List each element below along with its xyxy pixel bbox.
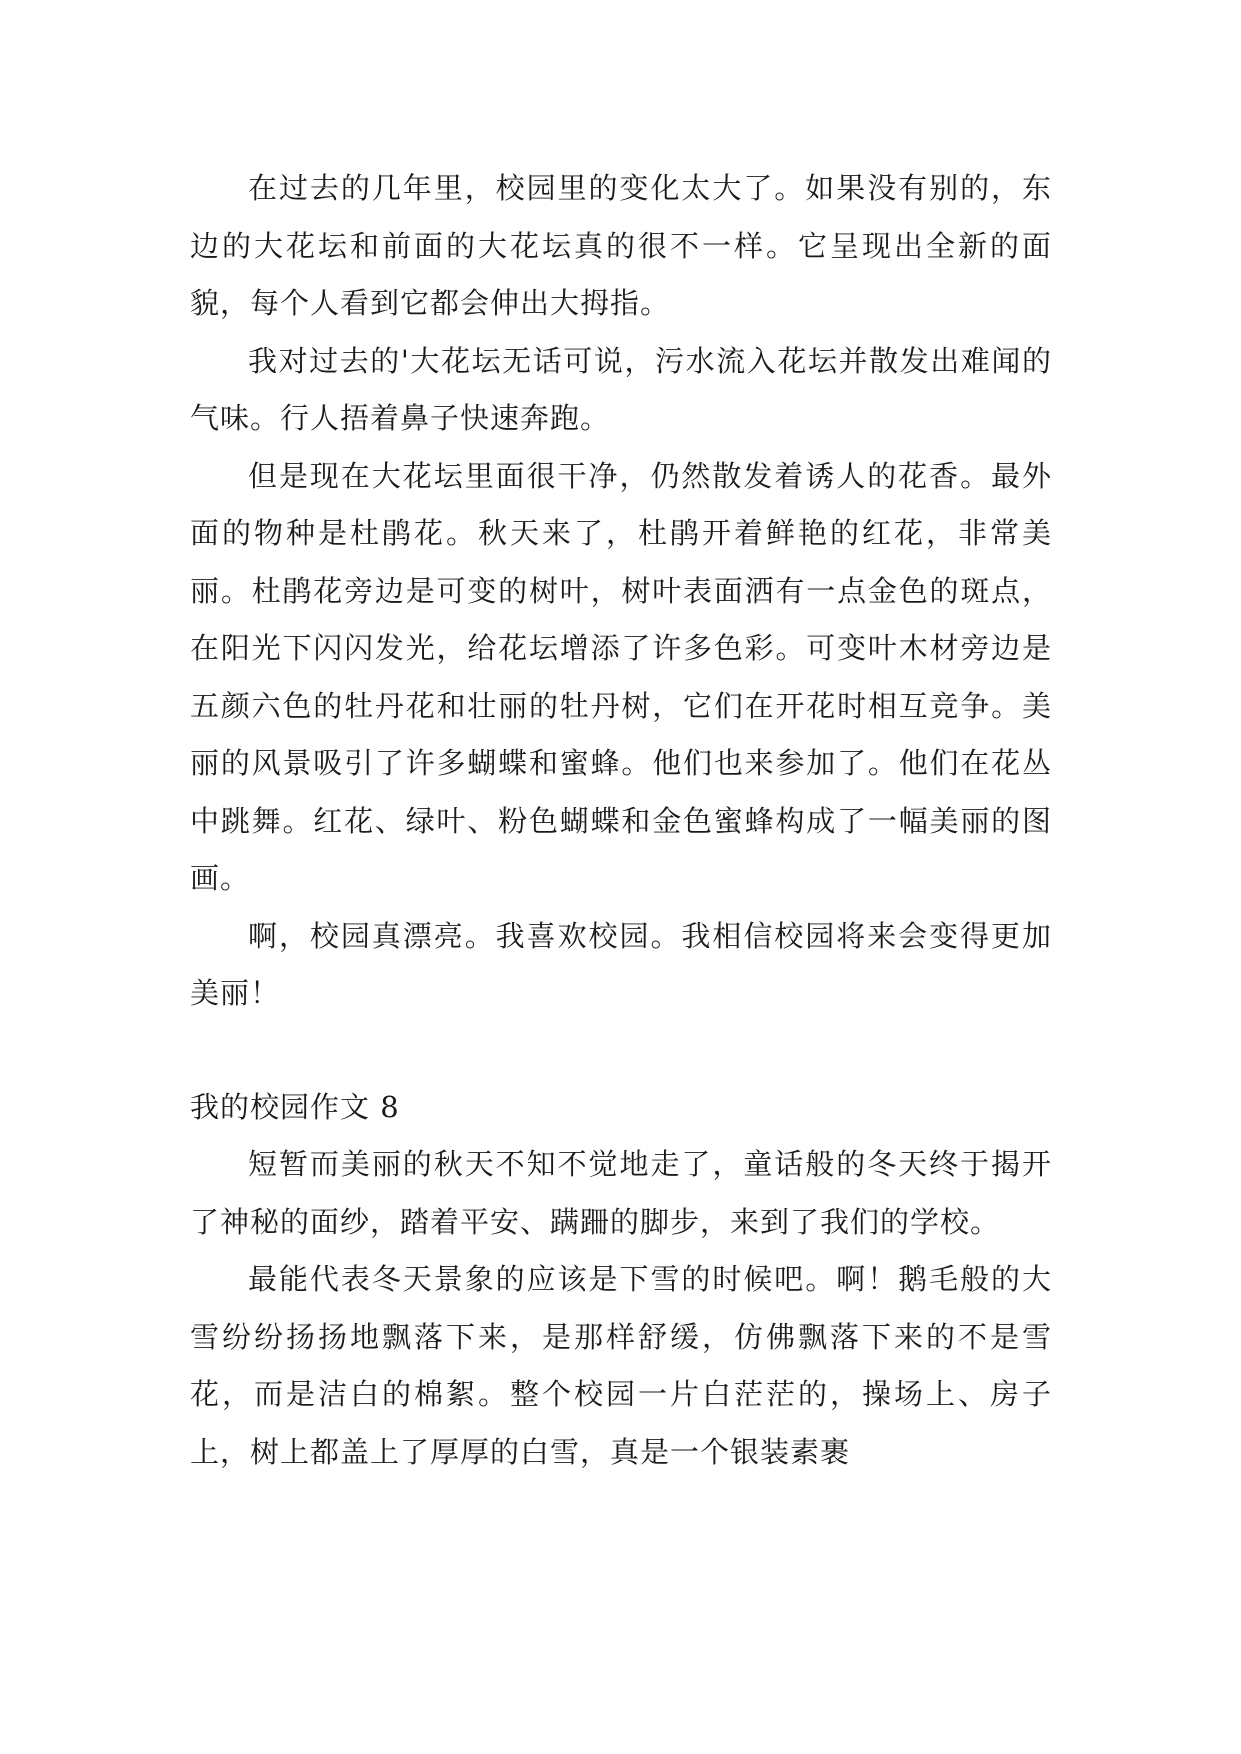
paragraph-winter-arrives: 短暂而美丽的秋天不知不觉地走了，童话般的冬天终于揭开了神秘的面纱，踏着平安、蹒跚的脚步，来到了我们的学校。 (190, 1147, 1052, 1239)
paragraph-conclusion: 啊，校园真漂亮。我喜欢校园。我相信校园将来会变得更加美丽！ (190, 918, 1052, 1010)
section-title: 我的校园作文 8 (190, 1089, 400, 1124)
paragraph-flowerbed-now: 但是现在大花坛里面很干净，仍然散发着诱人的花香。最外面的物种是杜鹃花。秋天来了，杜鹃开着鲜艳的红花，非常美丽。杜鹃花旁边是可变的树叶，树叶表面洒有一点金色的斑点，在阳光下闪闪发光，给花坛增添了许多色彩。可变叶木材旁边是五颜六色的牡丹花和壮丽的牡丹树，它们在开花时相互竞争。美丽的风景吸引了许多蝴蝶和蜜蜂。他们也来参加了。他们在花丛中跳舞。红花、绿叶、粉色蝴蝶和金色蜜蜂构成了一幅美丽的图画。 (190, 458, 1052, 895)
paragraph-campus-change: 在过去的几年里，校园里的变化太大了。如果没有别的，东边的大花坛和前面的大花坛真的很不一样。它呈现出全新的面貌，每个人看到它都会伸出大拇指。 (190, 171, 1052, 320)
paragraph-old-flowerbed: 我对过去的'大花坛无话可说，污水流入花坛并散发出难闻的气味。行人捂着鼻子快速奔跑。 (190, 343, 1052, 435)
paragraph-snowfall: 最能代表冬天景象的应该是下雪的时候吧。啊！鹅毛般的大雪纷纷扬扬地飘落下来，是那样舒缓，仿佛飘落下来的不是雪花，而是洁白的棉絮。整个校园一片白茫茫的，操场上、房子上，树上都盖上了厚厚的白雪，真是一个银装素裹 (190, 1262, 1052, 1469)
section-gap (190, 1023, 1052, 1079)
document-page (190, 160, 1052, 1481)
